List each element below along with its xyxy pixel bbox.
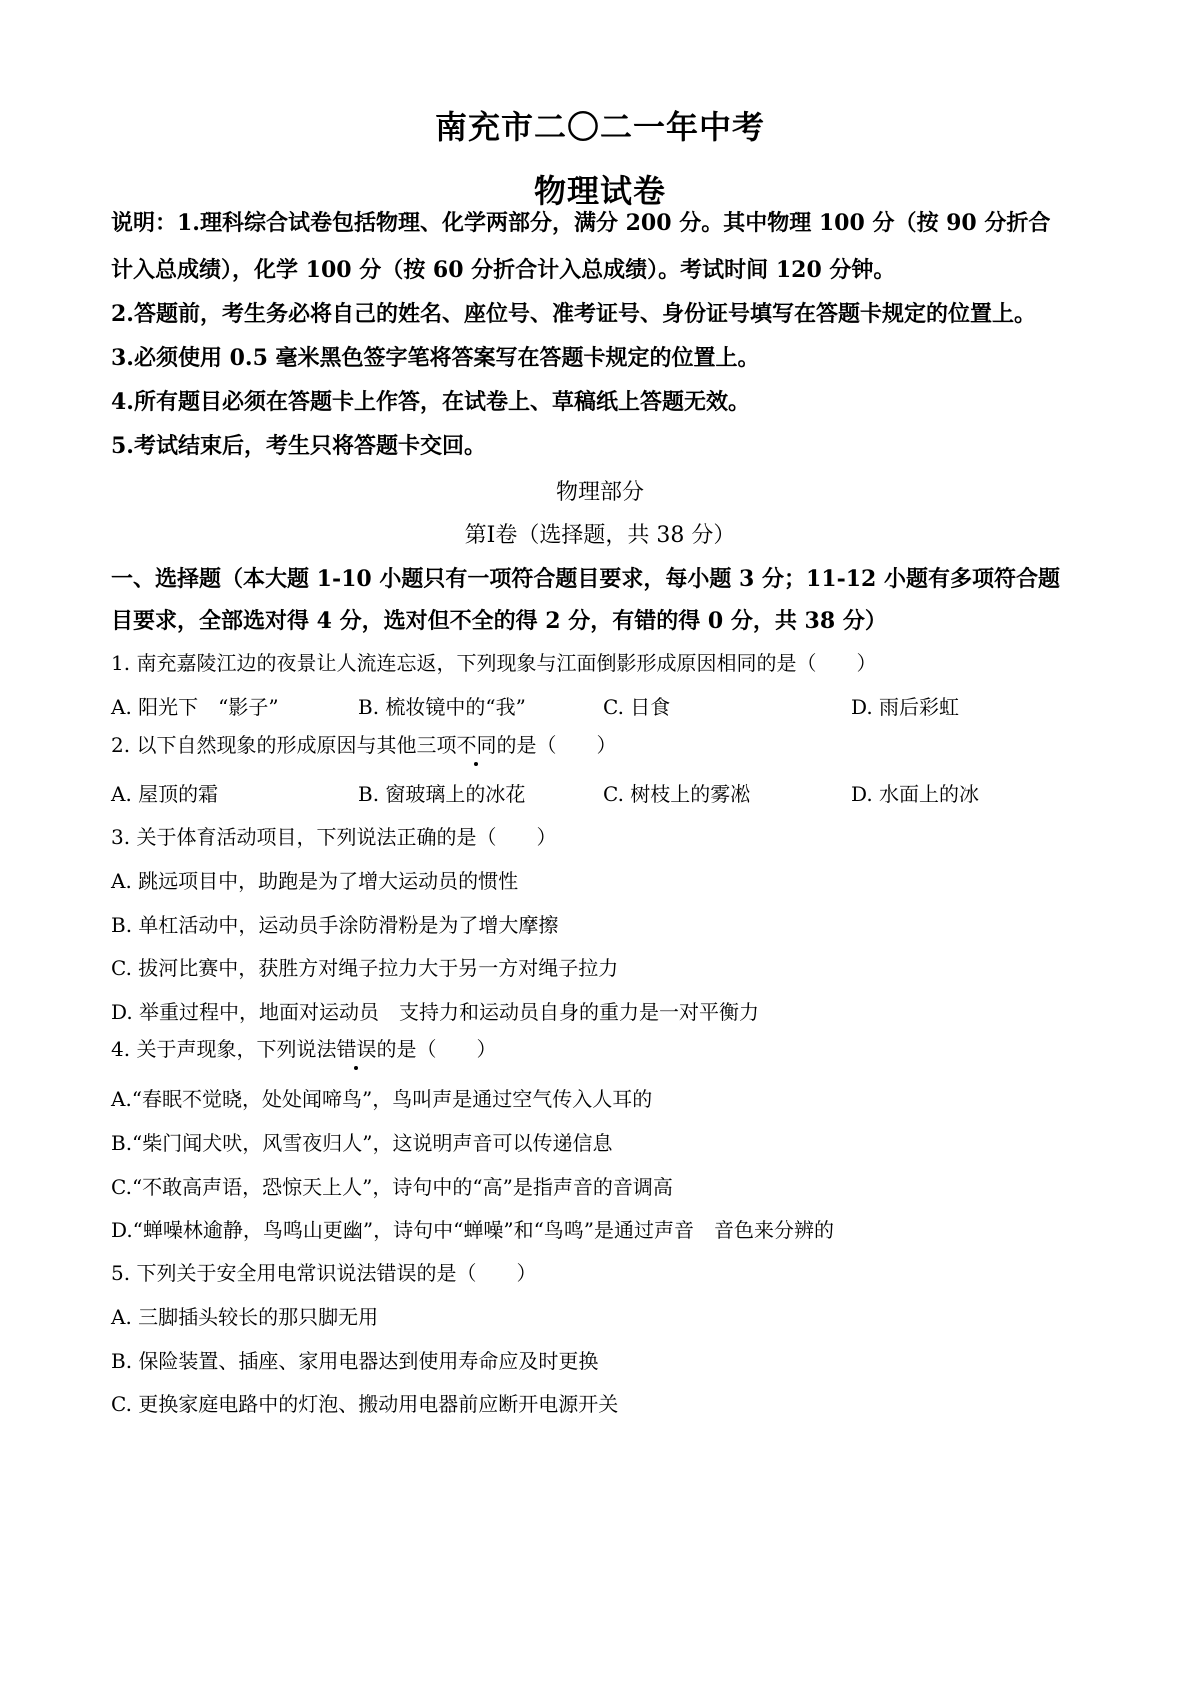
option-5c: C. 更换家庭电路中的灯泡、搬动用电器前应断开电源开关 bbox=[111, 1392, 619, 1416]
instruction-line: 2.答题前，考生务必将自己的姓名、座位号、准考证号、身份证号填写在答题卡规定的位置上。 bbox=[111, 301, 1036, 327]
option-4a: A.“春眠不觉晓，处处闻啼鸟”，鸟叫声是通过空气传入人耳的 bbox=[111, 1087, 653, 1111]
question-stem-2 bbox=[111, 729, 616, 758]
stem-text: 4. 关于声现象，下列说法 bbox=[111, 1037, 337, 1061]
option-5b: B. 保险装置、插座、家用电器达到使用寿命应及时更换 bbox=[111, 1349, 599, 1373]
option-2a: A. 屋顶的霜 bbox=[111, 782, 219, 806]
instruction-line: 3.必须使用 0.5 毫米黑色签字笔将答案写在答题卡规定的位置上。 bbox=[111, 345, 760, 371]
question-stem-5: 5. 下列关于安全用电常识说法错误的是（ ） bbox=[111, 1261, 537, 1285]
instruction-line: 计入总成绩），化学 100 分（按 60 分折合计入总成绩）。考试时间 120 分钟。 bbox=[111, 257, 896, 283]
option-1a: A. 阳光下 “影子” bbox=[111, 695, 279, 719]
option-2b: B. 窗玻璃上的冰花 bbox=[358, 782, 526, 806]
volume-title: 第Ⅰ卷（选择题，共 38 分） bbox=[464, 523, 736, 548]
question-stem-4 bbox=[111, 1033, 496, 1062]
option-5a: A. 三脚插头较长的那只脚无用 bbox=[111, 1305, 379, 1329]
exam-subtitle: 物理试卷 bbox=[533, 172, 666, 210]
option-3c: C. 拔河比赛中，获胜方对绳子拉力大于另一方对绳子拉力 bbox=[111, 956, 619, 980]
exam-title: 南充市二〇二一年中考 bbox=[434, 108, 765, 146]
stem-text: 的是（ ） bbox=[496, 733, 617, 757]
option-2d: D. 水面上的冰 bbox=[851, 782, 980, 806]
option-3d: D. 举重过程中，地面对运动员 支持力和运动员自身的重力是一对平衡力 bbox=[111, 1000, 760, 1024]
question-stem-1: 1. 南充嘉陵江边的夜景让人流连忘返，下列现象与江面倒影形成原因相同的是（ ） bbox=[111, 651, 877, 675]
section-heading: 目要求，全部选对得 4 分，选对但不全的得 2 分，有错的得 0 分，共 38 分） bbox=[111, 608, 887, 634]
instruction-line: 5.考试结束后，考生只将答题卡交回。 bbox=[111, 433, 486, 459]
option-2c: C. 树枝上的雾凇 bbox=[603, 782, 751, 806]
option-3a: A. 跳远项目中，助跑是为了增大运动员的惯性 bbox=[111, 869, 519, 893]
option-4d: D.“蝉噪林逾静，鸟鸣山更幽”，诗句中“蝉噪”和“鸟鸣”是通过声音 音色来分辨的 bbox=[111, 1218, 835, 1242]
option-4b: B.“柴门闻犬吠，风雪夜归人”，这说明声音可以传递信息 bbox=[111, 1131, 613, 1155]
option-4c: C.“不敢高声语，恐惊天上人”，诗句中的“高”是指声音的音调高 bbox=[111, 1175, 673, 1199]
question-stem-3: 3. 关于体育活动项目，下列说法正确的是（ ） bbox=[111, 825, 557, 849]
stem-text: 的是（ ） bbox=[376, 1037, 497, 1061]
section-heading: 一、选择题（本大题 1-10 小题只有一项符合题目要求，每小题 3 分；11-12 小题有多项符合题 bbox=[111, 566, 1061, 592]
option-1b: B. 梳妆镜中的“我” bbox=[358, 695, 526, 719]
option-1c: C. 日食 bbox=[603, 695, 671, 719]
stem-text: 2. 以下自然现象的形成原因与其他三项 bbox=[111, 733, 457, 757]
option-1d: D. 雨后彩虹 bbox=[851, 695, 960, 719]
emphasis-text: 不同 bbox=[456, 733, 497, 757]
part-title: 物理部分 bbox=[555, 480, 644, 505]
option-3b: B. 单杠活动中，运动员手涂防滑粉是为了增大摩擦 bbox=[111, 913, 559, 937]
emphasis-text: 错误 bbox=[336, 1037, 377, 1061]
instruction-line: 说明：1.理科综合试卷包括物理、化学两部分，满分 200 分。其中物理 100 分（按 90 分折合 bbox=[111, 210, 1051, 236]
instruction-line: 4.所有题目必须在答题卡上作答，在试卷上、草稿纸上答题无效。 bbox=[111, 389, 750, 415]
